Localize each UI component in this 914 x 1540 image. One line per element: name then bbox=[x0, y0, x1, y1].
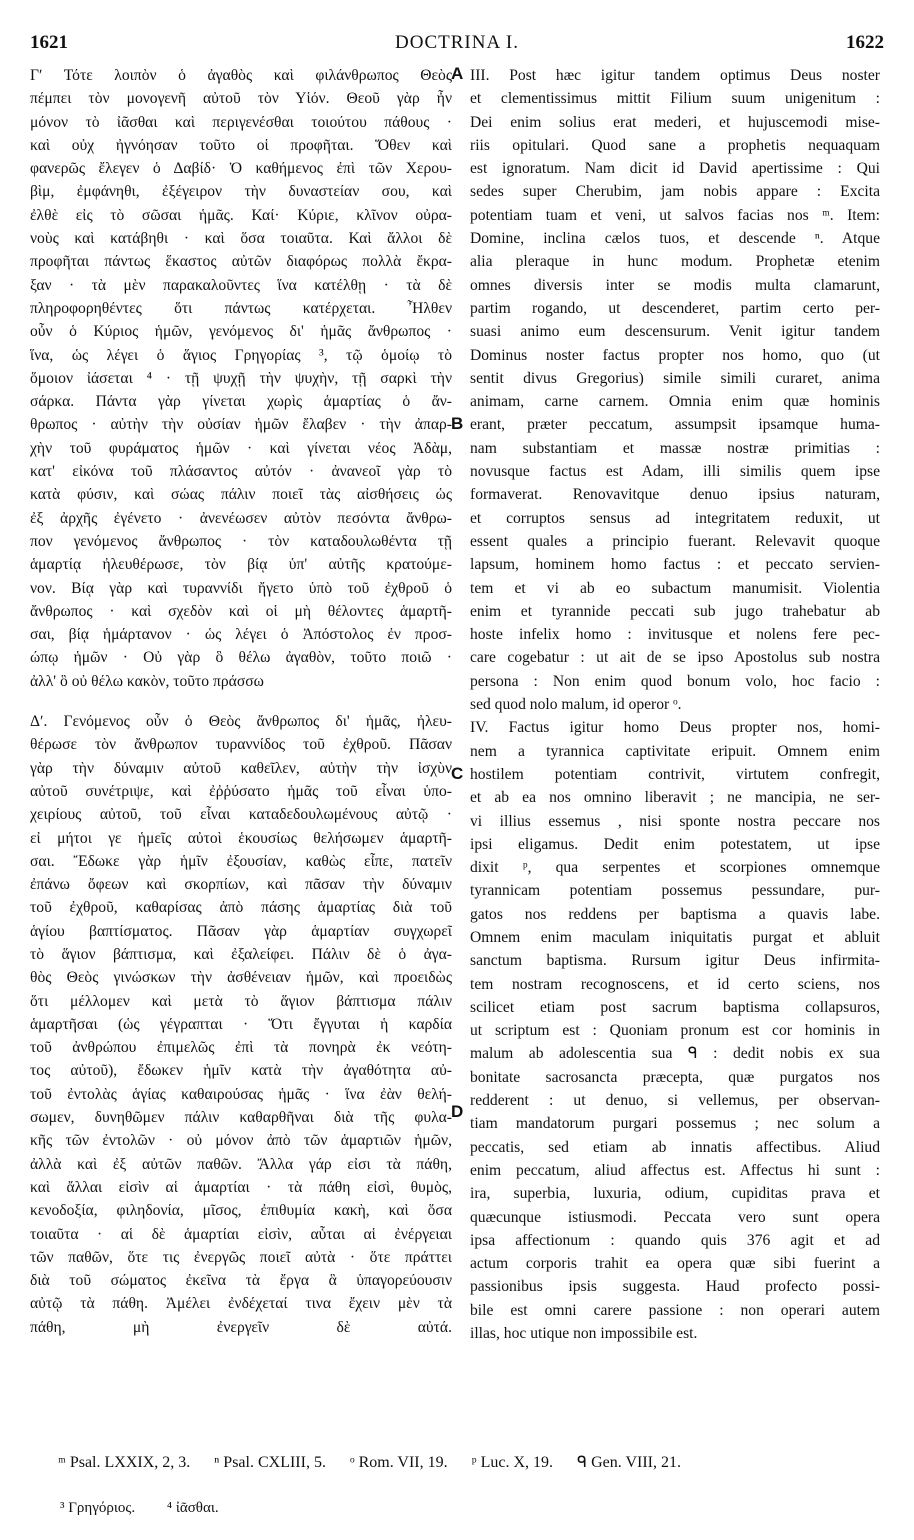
text-line: ἐλθὲ εἰς τὸ σῶσαι ἡμᾶς. Καί· Κύριε, κλῖνον οὐρα- bbox=[30, 206, 452, 224]
text-line: χὴν τοῦ φυράματος ἡμῶν · καὶ γίνεται νέος Ἀδὰμ, bbox=[30, 439, 452, 457]
text-line: tiam mandatorum purgari possemus ; nec solum a bbox=[470, 1115, 880, 1133]
text-line: σαι, βίᾳ ἡμάρτανον · ὡς λέγει ὁ Ἀπόστολος ἐν προσ- bbox=[30, 626, 452, 644]
text-line: πέμπει τὸν μονογενῆ αὐτοῦ τὸν Υἱόν. Θεοῦ γὰρ ἦν bbox=[30, 90, 452, 108]
text-line: animam, carne carnem. Omnia enim quæ hominis bbox=[470, 393, 880, 411]
text-line: enim et tyrannide peccati sub jugo trahebatur ab bbox=[470, 602, 880, 620]
text-line: omnes diversis inter se modis multa clamarunt, bbox=[470, 276, 880, 294]
text-line: τοῦ ἐχθροῦ, καθαρίσας ἀπὸ πάσης ἁμαρτίας διὰ τοῦ bbox=[30, 899, 452, 917]
page-number-left: 1621 bbox=[30, 32, 68, 53]
text-line: καὶ οὐχ ἠγνόησαν τοῦτο οἱ προφῆται. Ὅθεν καὶ bbox=[30, 136, 452, 154]
text-line: ἀλλὰ καὶ ἐξ αὐτῶν παθῶν. Ἄλλα γάρ εἰσι τὰ πάθη, bbox=[30, 1155, 452, 1173]
margin-letter-b: B bbox=[451, 414, 464, 433]
footnotes bbox=[58, 1452, 701, 1472]
text-line: care cogebatur : ut ait de se ipso Apostolus sub nostra bbox=[470, 649, 880, 667]
text-line: ἀλλ' ὃ οὐ θέλω κακὸν, τοῦτο πράσσω bbox=[30, 672, 264, 690]
text-line: καὶ ἄλλαι εἰσὶν αἱ ἁμαρτίαι · τὰ πάθη εἰσὶ, θυμὸς, bbox=[30, 1178, 452, 1196]
text-line: ἄνθρωπος · καὶ σχεδὸν καὶ οἱ μὴ θέλοντες ἁμαρτῆ- bbox=[30, 602, 452, 620]
text-line: βὶμ, ἐμφάνηθι, ἐξέγειρον τὴν δυναστείαν σου, καὶ bbox=[30, 183, 452, 201]
text-line: dixit ᵖ, qua serpentes et scorpiones omnemque bbox=[470, 859, 880, 877]
text-line: suasi animo eum descensurum. Venit igitur tandem bbox=[470, 323, 880, 341]
text-line: σάρκα. Πάντα γὰρ γίνεται χωρὶς ἁμαρτίας ὁ ἄν- bbox=[30, 393, 452, 411]
text-line: nam substantiam et massæ nostræ primitias : bbox=[470, 439, 880, 457]
text-line: et ab ea nos omnino liberavit ; ne mancipia, ne ser- bbox=[470, 789, 880, 807]
text-line: πάθη, μὴ ἐνεργεῖν δὲ αὐτά. bbox=[30, 1318, 452, 1336]
text-line: τοῦ ἀνθρώπου ἐπιμελῶς ἐπὶ τὰ πονηρὰ ἐκ νεότη- bbox=[30, 1039, 452, 1057]
running-title: DOCTRINA I. bbox=[395, 32, 519, 53]
text-line: τοιαῦτα · αἱ δὲ ἁμαρτίαι εἰσὶν, αὗται αἱ ἐνέργειαι bbox=[30, 1225, 452, 1243]
text-line: ipsa affectionum : quando quis 376 agit et ad bbox=[470, 1231, 880, 1249]
text-line: hostilem potentiam contrivit, virtutem confregit, bbox=[470, 765, 880, 783]
text-line: III. Post hæc igitur tandem optimus Deus noster bbox=[470, 67, 880, 84]
critical-notes bbox=[60, 1500, 247, 1517]
text-line: peccatis, sed etiam ab innatis affectibus. Aliud bbox=[470, 1138, 880, 1156]
text-line: scilicet etiam post sacrum baptisma collapsuros, bbox=[470, 998, 880, 1016]
text-line: χειρίους αὐτοῦ, τοῦ εἶναι καταδεδουλωμένους αὐτῷ · bbox=[30, 806, 452, 824]
text-line: illas, hoc utique non impossibile est. bbox=[470, 1325, 698, 1343]
text-line: gatos nos reddens per baptisma a quavis labe. bbox=[470, 905, 880, 923]
margin-letter-d: D bbox=[451, 1102, 464, 1121]
text-line: θὸς Θεὸς γινώσκων τὴν ἀσθένειαν ἡμῶν, καὶ προειδὼς bbox=[30, 969, 452, 987]
footnote: ᑫ Gen. VIII, 21. bbox=[577, 1454, 681, 1471]
paragraph-gap bbox=[30, 693, 452, 710]
text-line: bonitate sacrosancta præcepta, quæ purgatos nos bbox=[470, 1068, 880, 1086]
text-line: ἵνα, ὡς λέγει ὁ ἅγιος Γρηγορίας ³, τῷ ὁμοίῳ τὸ bbox=[30, 346, 452, 364]
text-line: tem nostram recognoscens, et id certo sciens, nos bbox=[470, 975, 880, 993]
text-line: πον γενόμενος ἄνθρωπος · τὸν καταδουλωθέντα τῇ bbox=[30, 532, 452, 550]
critical-note: ³ Γρηγόριος. bbox=[60, 1500, 136, 1516]
text-line: ώπῳ ἡμῶν · Οὐ γὰρ ὃ θέλω ἀγαθὸν, τοῦτο ποιῶ · bbox=[30, 649, 452, 667]
text-line: et corruptos sensus ad integritatem reduxit, ut bbox=[470, 509, 880, 527]
margin-letter-c: C bbox=[451, 764, 464, 783]
text-line: εἰ μήτοι γε ἡμεῖς αὐτοὶ ἑκουσίως θελήσωμεν ἁμαρτῆ- bbox=[30, 829, 452, 847]
text-line: IV. Factus igitur homo Deus propter nos, homi- bbox=[470, 719, 880, 737]
text-line: bile est omni carere passione : non operari autem bbox=[470, 1301, 880, 1319]
text-line: essent quales a principio fuerant. Relevavit quoque bbox=[470, 532, 880, 550]
text-line: σαι. Ἔδωκε γὰρ ἡμῖν ἐξουσίαν, καθὼς εἶπε, πατεῖν bbox=[30, 852, 452, 870]
text-line: lapsum, hominem homo factus : et peccato servien- bbox=[470, 556, 880, 574]
text-line: passionibus ipsis suggesta. Haud profecto possi- bbox=[470, 1278, 880, 1296]
footnote: ⁿ Psal. CXLIII, 5. bbox=[214, 1454, 326, 1471]
text-line: enim peccatum, aliud affectus est. Affectus hi sunt : bbox=[470, 1161, 880, 1179]
text-line: φανερῶς ἔλεγεν ὁ Δαβίδ· Ὁ καθήμενος ἐπὶ τῶν Χερου- bbox=[30, 160, 452, 178]
text-line: et clementissimus mittit Filium suum unigenitum : bbox=[470, 90, 880, 108]
text-line: θρωπος · αὐτὴν τὴν οὐσίαν ἡμῶν ἔλαβεν · τὴν ἀπαρ- bbox=[30, 416, 452, 434]
page-number-right: 1622 bbox=[846, 32, 884, 53]
text-line: ira, superbia, luxuria, odium, cupiditas prava et bbox=[470, 1185, 880, 1203]
text-line: θέρωσε τὸν ἄνθρωπον τυραννίδος τοῦ ἐχθροῦ. Πᾶσαν bbox=[30, 736, 452, 754]
text-line: διὰ τοῦ σώματος ἐκεῖνα τὰ ἔργα ἃ ὑπαγορεύουσιν bbox=[30, 1272, 452, 1290]
text-line: ὅτι μέλλομεν καὶ μετὰ τὸ ἅγιον βάπτισμα πάλιν bbox=[30, 992, 452, 1010]
text-line: Dominus noster factus propter nos homo, quo (ut bbox=[470, 346, 880, 364]
text-line: Omnem enim maculam iniquitatis purgat et abluit bbox=[470, 928, 880, 946]
text-line: τοῦ ἐντολὰς ἁγίας καθαιρούσας ἡμᾶς · ἵνα ἐὰν θελή- bbox=[30, 1085, 452, 1103]
text-line: Γʹ Τότε λοιπὸν ὁ ἀγαθὸς καὶ φιλάνθρωπος Θεὸς bbox=[30, 67, 452, 84]
text-line: τος αὐτοῦ), ἔδωκεν ἡμῖν κατὰ τὴν ἀγαθότητα αὐ- bbox=[30, 1062, 452, 1080]
greek-text-column bbox=[30, 64, 452, 1339]
text-line: vi illius essemus , nisi sponte nostra peccare nos bbox=[470, 812, 880, 830]
text-line: ἁμαρτῆσαι (ὡς γέγραπται · Ὅτι ἔγγυται ἡ καρδία bbox=[30, 1015, 452, 1033]
text-line: sed quod nolo malum, id operor ᵒ. bbox=[470, 696, 682, 714]
text-line: αὐτοῦ συνέτριψε, καὶ ἐῤῥύσατο ἡμᾶς τοῦ εἶναι ὑπο- bbox=[30, 782, 452, 800]
text-line: quæcunque istiusmodi. Peccata vero sunt opera bbox=[470, 1208, 880, 1226]
text-line: sedes super Cherubim, jam nobis appare : Excita bbox=[470, 183, 880, 201]
text-line: πληροφορηθέντες ὅτι πάντως κατέρχεται. Ἦλθεν bbox=[30, 299, 452, 317]
footnote: ᵖ Luc. X, 19. bbox=[471, 1454, 554, 1471]
latin-text-column bbox=[470, 64, 880, 1345]
text-line: ξαν · τὰ μὲν παρακαλοῦντες ἵνα κατέλθῃ · τὰ δὲ bbox=[30, 276, 452, 294]
text-line: novusque factus est Adam, illi similis quem ipse bbox=[470, 463, 880, 481]
text-line: riis opitulari. Quod sane a prophetis nequaquam bbox=[470, 136, 880, 154]
margin-letter-a: A bbox=[451, 64, 464, 83]
text-line: redderent : ut denuo, si vellemus, per observan- bbox=[470, 1092, 880, 1110]
text-line: γὰρ τὴν δύναμιν αὐτοῦ καθεῖλεν, αὐτὴν τὴν ἰσχὺν bbox=[30, 759, 452, 777]
text-line: προφῆται πάντως ἕκαστος αὐτῶν διαφόρως πολλὰ ἔκρα- bbox=[30, 253, 452, 271]
text-line: est ignoratum. Nam dicit id David apertissime : Qui bbox=[470, 160, 880, 178]
text-line: formaverat. Renovavitque denuo ipsius naturam, bbox=[470, 486, 880, 504]
text-line: ἐξ ἀρχῆς ἐγένετο · ἀνενέωσεν αὐτὸν πεσόντα ἄνθρω- bbox=[30, 509, 452, 527]
text-line: alia pleraque in hunc modum. Prophetæ etenim bbox=[470, 253, 880, 271]
text-line: ἐπάνω ὄφεων καὶ σκορπίων, καὶ πᾶσαν τὴν δύναμιν bbox=[30, 876, 452, 894]
text-line: τῶν παθῶν, ὅτε τις ἐνεργῶς ποιεῖ αὐτὰ · ὅτε πράττει bbox=[30, 1248, 452, 1266]
text-line: τὸ ἅγιον βάπτισμα, καὶ ἐξαλείφει. Πάλιν δὲ ὁ ἀγα- bbox=[30, 945, 452, 963]
text-line: κατ' εἰκόνα τοῦ πλάσαντος αὐτόν · ἀνανεοῖ γὰρ τὸ bbox=[30, 463, 452, 481]
text-line: ipsi eligamus. Dedit enim potestatem, ut ipse bbox=[470, 835, 880, 853]
text-line: κῆς τῶν ἐντολῶν · οὐ μόνον ἀπὸ τῶν ἁμαρτιῶν ἡμῶν, bbox=[30, 1132, 452, 1150]
text-line: erant, præter peccatum, assumpsit ipsamque huma- bbox=[470, 416, 880, 434]
critical-note: ⁴ ἰᾶσθαι. bbox=[166, 1500, 219, 1516]
running-header bbox=[30, 32, 884, 58]
text-line: sentit divus Gregorius) simile simili curaret, anima bbox=[470, 369, 880, 387]
text-line: actum corporis trahit ea opera quæ sibi fuerint a bbox=[470, 1255, 880, 1273]
text-line: αὐτῷ τὰ πάθη. Ἀμέλει ἐνδέχεταί τινα ἔχειν μὲν τὰ bbox=[30, 1295, 452, 1313]
text-line: σωμεν, δυνηθῶμεν πάλιν καθαρθῆναι διὰ τῆς φυλα- bbox=[30, 1109, 452, 1127]
text-line: κενοδοξία, φιληδονία, μῖσος, ἐπιθυμία κακὴ, καὶ ὅσα bbox=[30, 1202, 452, 1220]
text-line: νον. Βίᾳ γὰρ καὶ τυραννίδι ἤγετο ὑπὸ τοῦ ἐχθροῦ ὁ bbox=[30, 579, 452, 597]
footnote: ᵐ Psal. LXXIX, 2, 3. bbox=[58, 1454, 191, 1471]
text-line: hoste infelix homo : invitusque et nolens fere pec- bbox=[470, 626, 880, 644]
text-line: tem et vi ab eo subactum manumisit. Violentia bbox=[470, 579, 880, 597]
text-line: Dei enim solius erat mederi, et hujuscemodi mise- bbox=[470, 113, 880, 131]
text-line: ἁμαρτίᾳ ἠλευθέρωσε, τὸν βίᾳ ὑπ' αὐτῆς κρατούμε- bbox=[30, 556, 452, 574]
text-line: partim rogando, ut descenderet, partim certo per- bbox=[470, 299, 880, 317]
text-line: Δʹ. Γενόμενος οὖν ὁ Θεὸς ἄνθρωπος δι' ἡμᾶς, ἠλευ- bbox=[30, 713, 452, 731]
text-line: νοὺς καὶ κατάβηθι · καὶ ὅσα τοιαῦτα. Καὶ ἄλλοι δὲ bbox=[30, 230, 452, 248]
text-line: malum ab adolescentia sua ᑫ : dedit nobis ex sua bbox=[470, 1045, 880, 1063]
text-line: οὖν ὁ Κύριος ἡμῶν, γενόμενος δι' ἡμᾶς ἄνθρωπος · bbox=[30, 323, 452, 341]
footnote: ᵒ Rom. VII, 19. bbox=[349, 1454, 448, 1471]
text-line: κατὰ φύσιν, καὶ σώας πάλιν ποιεῖ τὰς αἰσθήσεις ὡς bbox=[30, 486, 452, 504]
text-line: Domine, inclina cælos tuos, et descende ⁿ. Atque bbox=[470, 230, 880, 248]
text-line: ἁγίου βαπτίσματος. Πᾶσαν γὰρ ἁμαρτίαν συγχωρεῖ bbox=[30, 922, 452, 940]
text-line: ὅμοιον ἰάσεται ⁴ · τῇ ψυχῇ τὴν ψυχὴν, τῇ σαρκὶ τὴν bbox=[30, 369, 452, 387]
text-line: nem a tyrannica captivitate eripuit. Omnem enim bbox=[470, 742, 880, 760]
text-line: potentiam tuam et veni, ut salvos facias nos ᵐ. Item: bbox=[470, 206, 880, 224]
text-line: ut scriptum est : Quoniam pronum est cor hominis in bbox=[470, 1022, 880, 1040]
text-line: persona : Non enim quod bonum volo, hoc facio : bbox=[470, 672, 880, 690]
text-line: sanctum baptisma. Rursum igitur Deus infirmita- bbox=[470, 952, 880, 970]
text-line: tyrannicam potentiam possemus pessundare, pur- bbox=[470, 882, 880, 900]
text-line: μόνον τὸ ἰᾶσθαι καὶ περιγενέσθαι τοιούτου πάθους · bbox=[30, 113, 452, 131]
